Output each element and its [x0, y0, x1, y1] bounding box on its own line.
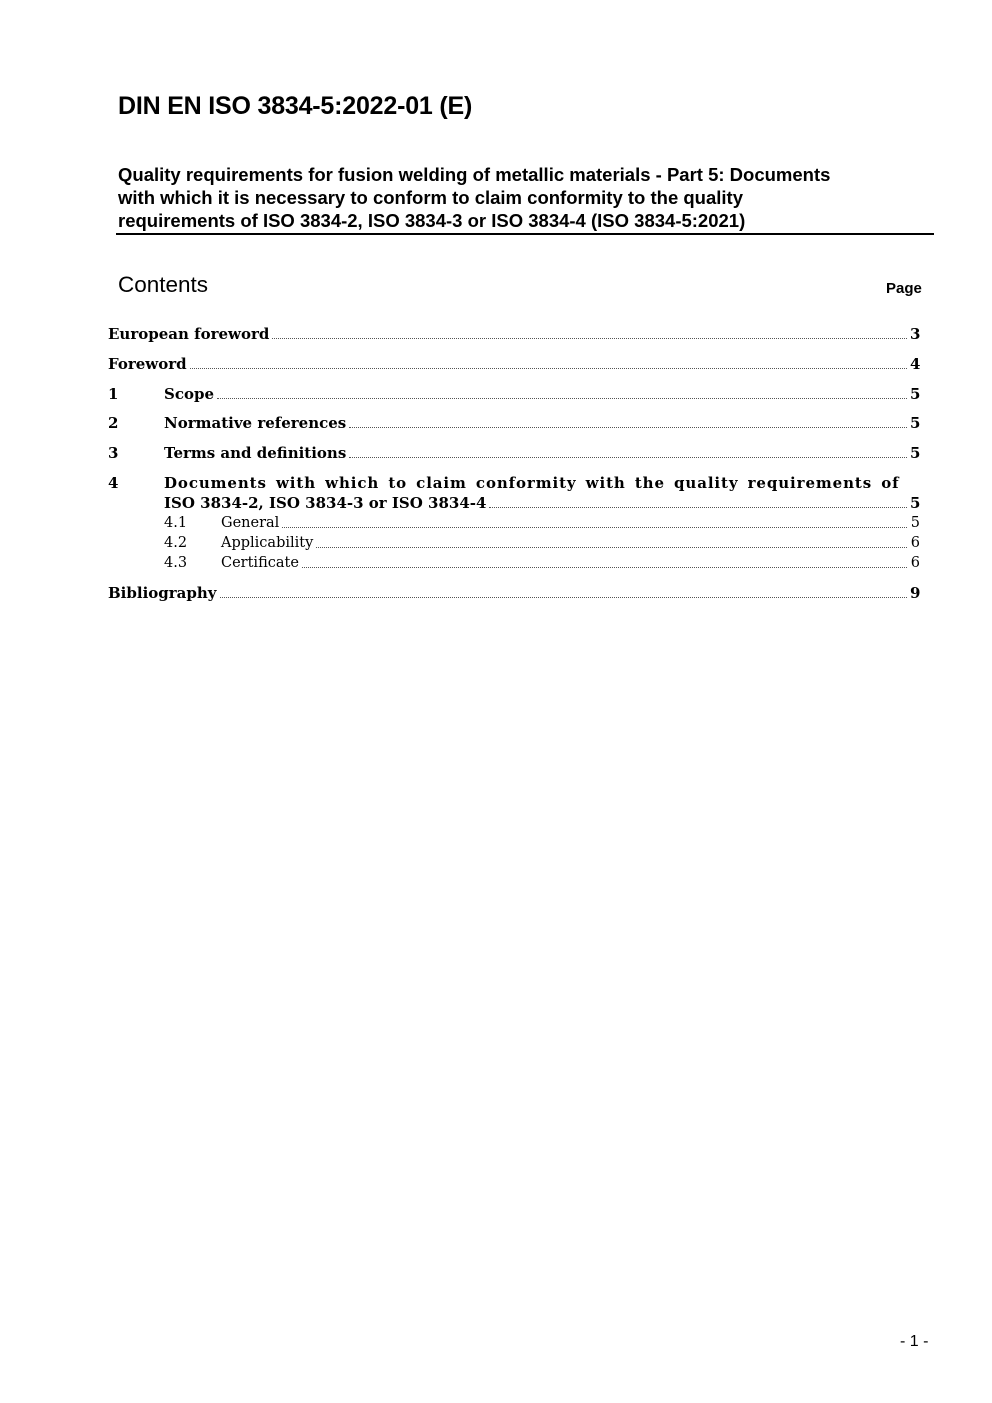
toc-entry-title: Scope [164, 385, 215, 403]
toc-entry-page: 5 [910, 515, 920, 531]
page-column-heading: Page [886, 280, 922, 297]
subtitle-line: Quality requirements for fusion welding of metallic materials - Part 5: Documents [118, 164, 831, 185]
toc-entry-number: 2 [108, 414, 119, 432]
title-divider [116, 233, 934, 235]
dot-leader [302, 567, 907, 568]
toc-entry-title-line1: Documents with which to claim conformity with the quality requirements of [164, 474, 900, 492]
toc-entry-normative-references[interactable] [108, 413, 920, 433]
toc-entry-scope[interactable] [108, 384, 920, 404]
toc-entry-page: 3 [910, 325, 921, 343]
toc-entry-page: 5 [910, 494, 921, 512]
toc-entry-page: 9 [910, 584, 921, 602]
dot-leader [217, 398, 907, 399]
document-subtitle [118, 163, 918, 232]
toc-entry-number: 4.3 [164, 555, 188, 571]
toc-entry-title: Applicability [221, 535, 314, 551]
toc-entry-number: 1 [108, 385, 119, 403]
toc-entry-page: 5 [910, 444, 921, 462]
toc-entry-page: 6 [910, 535, 920, 551]
subtitle-line: with which it is necessary to conform to claim conformity to the quality [118, 187, 743, 208]
dot-leader [272, 338, 907, 339]
toc-entry-bibliography[interactable] [108, 583, 920, 603]
page-number: - 1 - [900, 1333, 929, 1350]
toc-entry-title: Normative references [164, 414, 347, 432]
dot-leader [349, 427, 907, 428]
toc-entry-number: 3 [108, 444, 119, 462]
toc-entry-title: Terms and definitions [164, 444, 347, 462]
toc-entry-title: European foreword [108, 325, 270, 343]
dot-leader [316, 547, 907, 548]
toc-entry-documents-conformity-cont[interactable] [108, 493, 920, 513]
toc-entry-applicability[interactable] [108, 533, 920, 553]
dot-leader [489, 507, 907, 508]
toc-entry-foreword[interactable] [108, 354, 920, 374]
document-title: DIN EN ISO 3834-5:2022-01 (E) [118, 92, 473, 120]
dot-leader [220, 597, 908, 598]
toc-entry-number: 4 [108, 474, 119, 492]
toc-entry-title-line2: ISO 3834-2, ISO 3834-3 or ISO 3834-4 [164, 494, 487, 512]
toc-entry-title: Certificate [221, 555, 299, 571]
toc-entry-certificate[interactable] [108, 553, 920, 573]
toc-entry-title: General [221, 515, 280, 531]
dot-leader [282, 527, 907, 528]
toc-entry-number: 4.1 [164, 515, 188, 531]
toc-entry-title: Bibliography [108, 584, 217, 602]
toc-entry-title: Foreword [108, 355, 187, 373]
toc-entry-page: 6 [910, 555, 920, 571]
contents-heading: Contents [118, 272, 209, 297]
dot-leader [190, 368, 907, 369]
toc-entry-documents-conformity[interactable] [108, 473, 920, 493]
toc-entry-page: 5 [910, 414, 921, 432]
toc-entry-general[interactable] [108, 513, 920, 533]
toc-entry-terms-and-definitions[interactable] [108, 443, 920, 463]
toc-entry-european-foreword[interactable] [108, 324, 920, 344]
subtitle-line: requirements of ISO 3834-2, ISO 3834-3 or ISO 3834-4 (ISO 3834-5:2021) [118, 210, 746, 231]
dot-leader [349, 457, 907, 458]
toc-entry-page: 5 [910, 385, 921, 403]
toc-entry-number: 4.2 [164, 535, 188, 551]
toc-entry-page: 4 [910, 355, 921, 373]
